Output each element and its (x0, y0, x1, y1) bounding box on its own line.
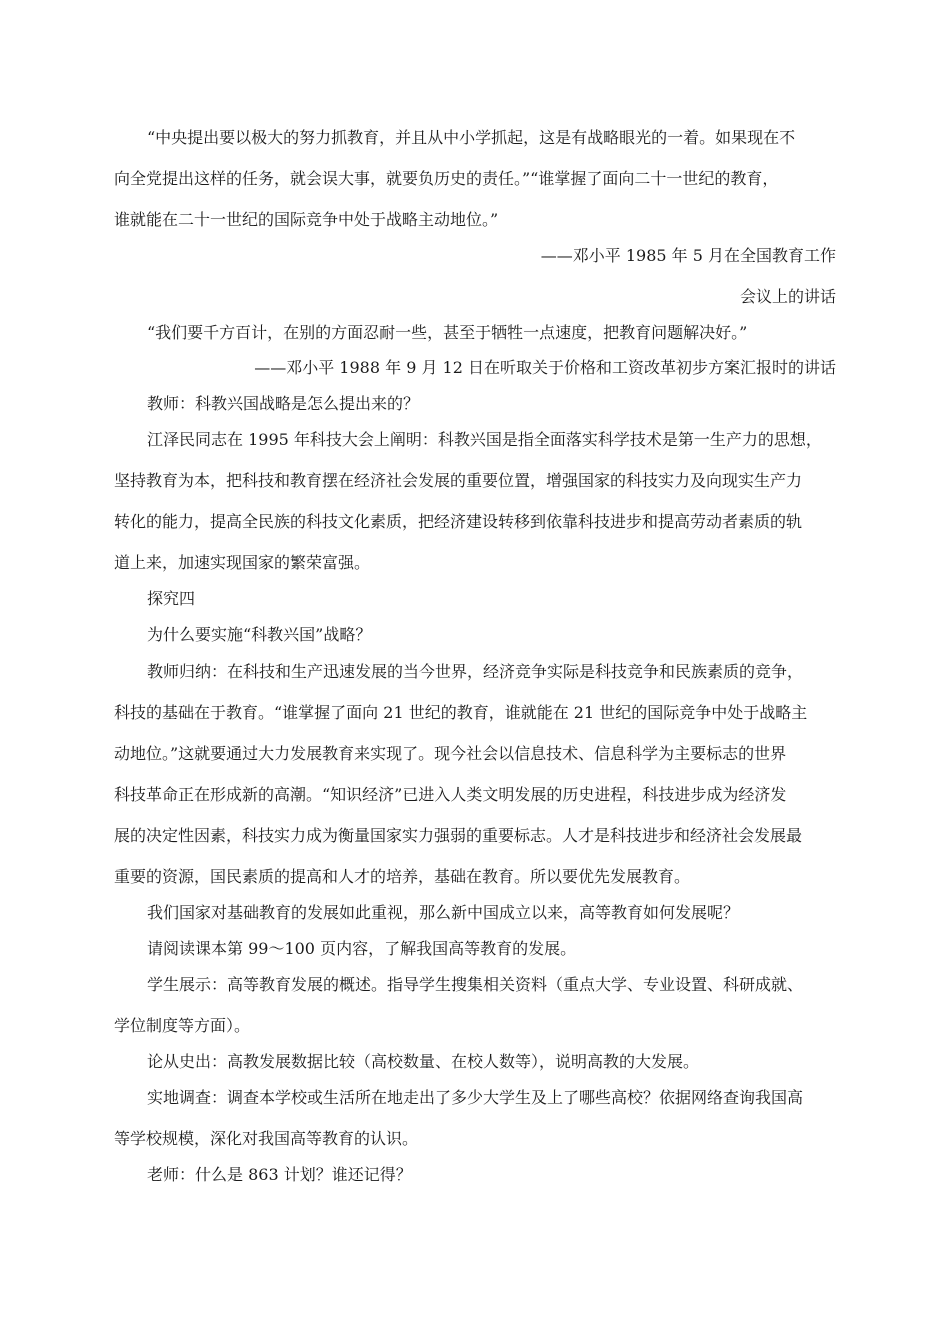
field-survey-line-1: 实地调查：调查本学校或生活所在地走出了多少大学生及上了哪些高校？依据网络查询我国高 (147, 1088, 804, 1107)
teacher-summary-line-2: 科技的基础在于教育。“谁掌握了面向 21 世纪的教育，谁就能在 21 世纪的国际竞争中处于战略主 (114, 703, 808, 722)
teacher-summary-line-3: 动地位。”这就要通过大力发展教育来实现了。现今社会以信息技术、信息科学为主要标志的世界 (114, 744, 787, 763)
data-comparison: 论从史出：高教发展数据比较（高校数量、在校人数等），说明高教的大发展。 (147, 1052, 700, 1071)
teacher-summary-line-5: 展的决定性因素，科技实力成为衡量国家实力强弱的重要标志。人才是科技进步和经济社会发展最 (114, 826, 803, 845)
quote-deng-1985-line-3: 谁就能在二十一世纪的国际竞争中处于战略主动地位。” (114, 210, 499, 229)
jiang-paragraph-line-3: 转化的能力，提高全民族的科技文化素质，把经济建设转移到依靠科技进步和提高劳动者素质的轨 (114, 512, 803, 531)
attribution-1988: ——邓小平 1988 年 9 月 12 日在听取关于价格和工资改革初步方案汇报时的讲话 (254, 358, 836, 377)
teacher-summary-line-4: 科技革命正在形成新的高潮。“知识经济”已进入人类文明发展的历史进程，科技进步成为经济发 (114, 785, 787, 804)
student-presentation-line-1: 学生展示：高等教育发展的概述。指导学生搜集相关资料（重点大学、专业设置、科研成就、 (147, 975, 804, 994)
quote-deng-1988: “我们要千方百计，在别的方面忍耐一些，甚至于牺牲一点速度，把教育问题解决好。” (147, 323, 748, 342)
jiang-paragraph-line-1: 江泽民同志在 1995 年科技大会上阐明：科教兴国是指全面落实科学技术是第一生产力的思想， (147, 430, 822, 449)
question-why-strategy: 为什么要实施“科教兴国”战略？ (147, 625, 372, 644)
higher-education-question: 我们国家对基础教育的发展如此重视，那么新中国成立以来，高等教育如何发展呢？ (147, 903, 740, 922)
quote-deng-1985-line-1: “中央提出要以极大的努力抓教育，并且从中小学抓起，这是有战略眼光的一着。如果现在不 (147, 128, 796, 147)
section-heading-explore-4: 探究四 (147, 589, 196, 608)
teacher-summary-line-6: 重要的资源，国民素质的提高和人才的培养，基础在教育。所以要优先发展教育。 (114, 867, 691, 886)
teacher-question-strategy: 教师：科教兴国战略是怎么提出来的？ (147, 394, 420, 413)
jiang-paragraph-line-2: 坚持教育为本，把科技和教育摆在经济社会发展的重要位置，增强国家的科技实力及向现实生产力 (114, 471, 803, 490)
reading-instruction: 请阅读课本第 99～100 页内容，了解我国高等教育的发展。 (147, 939, 577, 958)
quote-deng-1985-line-2: 向全党提出这样的任务，就会误大事，就要负历史的责任。”“谁掌握了面向二十一世纪的教育， (114, 169, 779, 188)
student-presentation-line-2: 学位制度等方面）。 (114, 1016, 251, 1035)
attribution-1985-line-1: ——邓小平 1985 年 5 月在全国教育工作 (540, 246, 836, 265)
field-survey-line-2: 等学校规模，深化对我国高等教育的认识。 (114, 1129, 419, 1148)
teacher-summary-line-1: 教师归纳：在科技和生产迅速发展的当今世界，经济竞争实际是科技竞争和民族素质的竞争， (147, 662, 804, 681)
attribution-1985-line-2: 会议上的讲话 (739, 287, 836, 306)
teacher-question-863: 老师：什么是 863 计划？谁还记得？ (147, 1165, 412, 1184)
jiang-paragraph-line-4: 道上来，加速实现国家的繁荣富强。 (114, 553, 371, 572)
